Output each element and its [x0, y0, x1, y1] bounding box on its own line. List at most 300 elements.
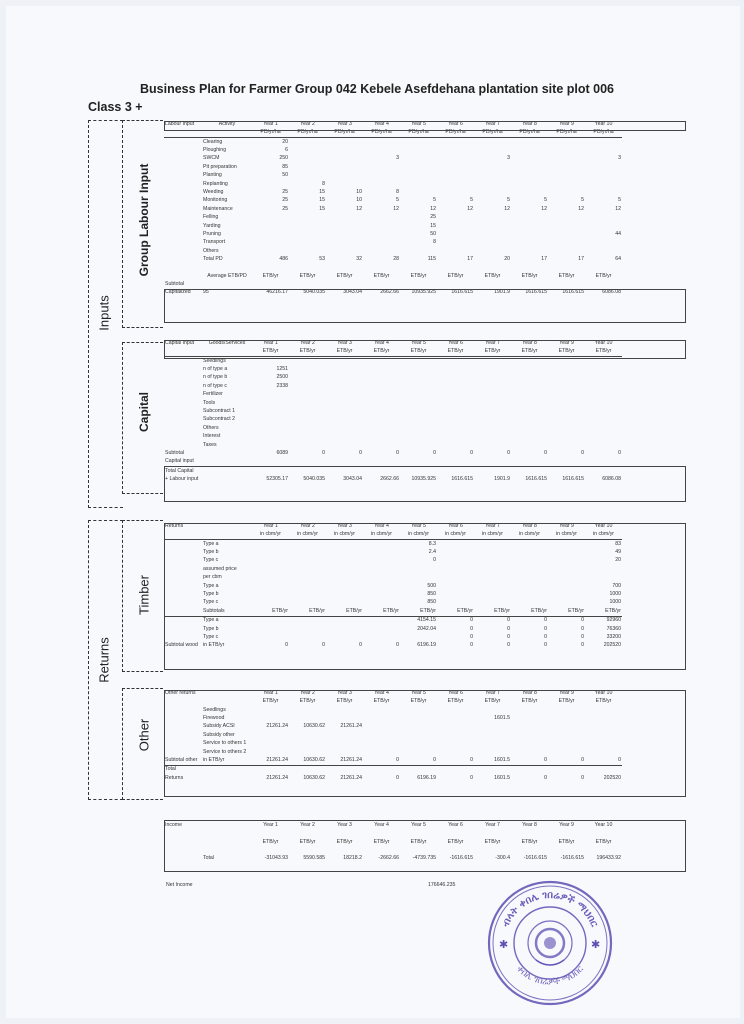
table-cell — [474, 407, 511, 415]
table-cell — [548, 365, 585, 373]
table-cell: Year 2 — [300, 690, 315, 697]
table-cell: 0 — [581, 625, 584, 632]
table-cell: PD/yr/ha — [289, 129, 326, 138]
table-cell: PD/yr/ha — [474, 129, 511, 138]
table-cell: ETB/yr — [447, 698, 464, 705]
table-row — [164, 163, 622, 171]
table-cell: 5 — [507, 197, 510, 204]
table-cell — [511, 374, 548, 382]
table-cell: in cbm/yr — [548, 531, 585, 540]
table-cell: Year 8 — [522, 690, 537, 697]
table-cell — [437, 172, 474, 180]
table-cell: -1616.615 — [523, 855, 547, 862]
table-cell — [437, 374, 474, 382]
table-cell — [511, 247, 548, 255]
table-cell — [252, 399, 289, 407]
table-cell — [548, 146, 585, 154]
table-cell — [585, 222, 622, 230]
table-cell: 0 — [511, 756, 548, 765]
stamp-text: ብላት ቀበሌ ገበሬዎች ማህበር — [500, 889, 600, 929]
table-cell: Year 9 — [559, 340, 574, 347]
table-cell: Year 10 — [594, 523, 613, 530]
table-cell: ETB/yr — [558, 698, 575, 705]
table-row — [164, 197, 622, 205]
table-cell — [164, 382, 202, 390]
table-cell: 21261.24 — [266, 723, 288, 730]
table-cell: 20 — [504, 256, 510, 263]
table-cell — [363, 391, 400, 399]
table-cell: 0 — [544, 633, 547, 640]
table-cell: 46216.17 — [266, 289, 288, 296]
table-cell: 2662.66 — [380, 476, 399, 483]
table-cell: Year 6 — [448, 822, 463, 829]
table-cell: Year 7 — [485, 121, 500, 128]
table-row — [164, 280, 622, 288]
table-cell — [289, 155, 326, 163]
table-cell: ETB/yr — [262, 698, 279, 705]
table-cell: 0 — [470, 617, 473, 624]
table-cell: ETB/yr — [373, 698, 390, 705]
table-cell: 64 — [615, 256, 621, 263]
table-cell: 1000 — [609, 599, 621, 606]
table-cell: 1251 — [276, 365, 288, 372]
table-cell: Activity — [218, 121, 236, 128]
table-cell: 92960 — [606, 617, 621, 624]
table-cell: 2042.04 — [417, 625, 436, 632]
table-cell — [437, 155, 474, 163]
table-cell — [474, 138, 511, 147]
table-cell: 0 — [544, 449, 547, 456]
table-cell — [474, 416, 511, 424]
table-cell — [585, 407, 622, 415]
table-cell: ETB/yr — [299, 838, 316, 845]
table-cell: 15 — [319, 205, 325, 212]
table-cell — [437, 365, 474, 373]
table-cell — [164, 247, 202, 255]
table-cell — [511, 222, 548, 230]
table-cell: 15 — [319, 197, 325, 204]
table-cell: in cbm/yr — [511, 531, 548, 540]
table-cell: PD/yr/ha — [400, 129, 437, 138]
table-cell: 12 — [393, 205, 399, 212]
table-cell — [511, 399, 548, 407]
table-cell: Year 3 — [337, 523, 352, 530]
table-cell: 5 — [581, 197, 584, 204]
table-cell — [400, 416, 437, 424]
table-cell: 17 — [467, 256, 473, 263]
table-cell — [585, 441, 622, 449]
table-cell: Year 5 — [411, 121, 426, 128]
table-cell: ETB/yr — [447, 272, 464, 279]
table-cell — [474, 424, 511, 432]
table-row — [164, 416, 622, 424]
table-cell — [548, 138, 585, 147]
table-cell — [326, 247, 363, 255]
table-cell: Ploughing — [203, 146, 227, 153]
table-cell — [511, 280, 548, 288]
table-row — [164, 188, 622, 196]
table-cell: ETB/yr — [410, 698, 427, 705]
table-cell: 0 — [581, 642, 584, 649]
table-cell — [326, 163, 363, 171]
table-cell: n of type a — [203, 365, 228, 372]
table-cell — [252, 441, 289, 449]
table-cell: ETB/yr — [521, 272, 538, 279]
table-cell — [474, 163, 511, 171]
table-cell — [289, 172, 326, 180]
table-cell: ETB/yr — [548, 348, 585, 357]
table-row — [164, 391, 622, 399]
table-row — [164, 441, 622, 449]
table-cell: 250 — [279, 155, 288, 162]
table-cell: 6 — [285, 146, 288, 153]
table-cell: 0 — [507, 633, 510, 640]
table-cell: 1616.615 — [525, 289, 547, 296]
table-cell — [548, 374, 585, 382]
table-cell — [326, 280, 363, 288]
table-cell: 486 — [279, 256, 288, 263]
table-cell — [474, 214, 511, 222]
table-cell: Year 9 — [559, 523, 574, 530]
table-cell: Year 10 — [594, 690, 613, 697]
table-row — [164, 146, 622, 154]
table-cell: 15 — [430, 222, 436, 229]
table-cell — [548, 433, 585, 441]
table-row — [164, 374, 622, 382]
table-cell — [437, 441, 474, 449]
table-cell: Year 10 — [594, 822, 613, 829]
table-cell: Year 8 — [522, 340, 537, 347]
table-cell: ETB/yr — [558, 272, 575, 279]
table-cell — [164, 197, 202, 205]
table-cell: Returns — [165, 523, 184, 530]
table-cell: Year 3 — [337, 822, 352, 829]
table-cell — [511, 155, 548, 163]
table-cell: 0 — [396, 642, 399, 649]
table-cell: 3 — [396, 155, 399, 162]
table-cell: ETB/yr — [484, 272, 501, 279]
table-cell — [164, 230, 202, 238]
table-cell: 10935.925 — [411, 476, 436, 483]
table-cell: ETB/yr — [336, 698, 353, 705]
table-cell — [326, 382, 363, 390]
table-cell: ETB/yr — [299, 272, 316, 279]
table-cell — [437, 180, 474, 188]
table-cell — [164, 365, 202, 373]
table-cell: ETB/yr — [437, 348, 474, 357]
table-cell: Service to others 1 — [203, 740, 247, 747]
table-cell — [326, 424, 363, 432]
other-frame — [164, 690, 686, 797]
table-row — [164, 272, 622, 280]
table-cell: 0 — [322, 449, 325, 456]
table-cell: Returns — [165, 774, 184, 781]
page-title: Business Plan for Farmer Group 042 Kebele Asefdehana plantation site plot 006 — [140, 82, 614, 96]
table-cell — [289, 163, 326, 171]
table-cell: Subcontract 2 — [203, 416, 236, 423]
table-cell: ETB/yr — [410, 272, 427, 279]
table-cell: 1601.5 — [474, 756, 511, 765]
timber-label: Timber — [136, 575, 152, 615]
table-cell — [252, 180, 289, 188]
table-cell — [474, 374, 511, 382]
table-cell: 21261.24 — [326, 756, 363, 765]
table-cell — [164, 138, 202, 147]
labour-subtotal-frame — [164, 289, 686, 323]
table-cell: Year 6 — [448, 523, 463, 530]
table-cell: Capital Input — [165, 340, 195, 347]
table-cell — [511, 365, 548, 373]
table-cell — [164, 222, 202, 230]
table-cell — [400, 188, 437, 196]
table-cell — [437, 247, 474, 255]
table-cell — [363, 365, 400, 373]
table-cell — [363, 247, 400, 255]
table-cell: 0 — [285, 642, 288, 649]
table-cell: ETB/yr — [521, 698, 538, 705]
table-cell: SWCM — [203, 155, 220, 162]
table-cell: 0 — [581, 633, 584, 640]
capital-input-table — [164, 340, 622, 484]
table-cell: Subsidy other — [203, 731, 235, 738]
table-cell: Total — [203, 855, 214, 862]
table-cell: 1000 — [609, 590, 621, 597]
table-cell: 3 — [507, 155, 510, 162]
table-cell: 6196.19 — [417, 642, 436, 649]
table-cell — [400, 424, 437, 432]
table-cell: 21261.24 — [340, 723, 362, 730]
table-cell — [548, 188, 585, 196]
table-cell — [363, 407, 400, 415]
table-cell: 10630.62 — [289, 756, 326, 765]
table-cell — [474, 365, 511, 373]
table-cell: Goods/Services — [208, 340, 246, 347]
table-cell: 202520 — [603, 642, 621, 649]
table-cell — [548, 214, 585, 222]
table-cell — [437, 188, 474, 196]
table-cell: Total PD — [203, 256, 223, 263]
table-cell: Others — [203, 424, 219, 431]
svg-text:ብላት ቀበሌ ገበሬዎች ማህበር — [500, 890, 599, 929]
table-cell: Type a — [203, 582, 219, 589]
table-cell: 83 — [615, 540, 621, 547]
table-cell: 0 — [507, 449, 510, 456]
table-cell — [164, 407, 202, 415]
table-cell — [548, 416, 585, 424]
table-cell — [400, 399, 437, 407]
table-cell: 5040.035 — [303, 289, 325, 296]
table-cell — [437, 382, 474, 390]
table-cell — [326, 146, 363, 154]
table-cell: 0 — [433, 557, 436, 564]
table-cell — [585, 399, 622, 407]
table-cell — [326, 180, 363, 188]
table-cell: Planting — [203, 172, 222, 179]
table-cell: -1616.615 — [449, 855, 473, 862]
table-cell: Year 5 — [411, 340, 426, 347]
table-cell — [363, 214, 400, 222]
table-cell — [437, 280, 474, 288]
capital-label: Capital — [137, 391, 151, 433]
table-cell — [326, 441, 363, 449]
net-income-label: Net Income — [166, 882, 193, 888]
table-cell — [511, 433, 548, 441]
table-cell — [511, 424, 548, 432]
table-cell — [548, 424, 585, 432]
capital-header-frame — [164, 340, 686, 359]
table-cell — [363, 163, 400, 171]
table-cell — [363, 180, 400, 188]
table-cell: 850 — [427, 590, 436, 597]
table-cell — [437, 433, 474, 441]
table-cell — [326, 374, 363, 382]
table-cell: in cbm/yr — [474, 531, 511, 540]
official-stamp — [485, 878, 615, 1008]
table-cell: 10630.62 — [303, 774, 325, 781]
table-cell: 0 — [437, 756, 474, 765]
table-row — [164, 230, 622, 238]
table-cell — [474, 188, 511, 196]
table-cell: 8 — [433, 239, 436, 246]
table-cell — [511, 239, 548, 247]
table-cell — [437, 416, 474, 424]
table-cell — [164, 188, 202, 196]
table-cell — [164, 163, 202, 171]
table-cell: 5 — [618, 197, 621, 204]
table-cell: in ETB/yr — [203, 642, 225, 649]
table-cell — [548, 441, 585, 449]
table-cell — [474, 222, 511, 230]
table-cell: 0 — [396, 449, 399, 456]
table-cell — [474, 391, 511, 399]
table-cell — [437, 138, 474, 147]
table-cell — [252, 239, 289, 247]
table-cell — [164, 424, 202, 432]
table-row — [164, 205, 622, 213]
table-cell — [252, 247, 289, 255]
table-cell — [585, 433, 622, 441]
table-cell: Seedlings — [203, 357, 226, 364]
table-cell: 25 — [282, 188, 288, 195]
table-cell: 5590.585 — [303, 855, 325, 862]
table-cell — [289, 264, 326, 272]
table-cell: Year 8 — [522, 822, 537, 829]
table-cell — [474, 441, 511, 449]
table-cell: Year 2 — [300, 822, 315, 829]
table-cell — [585, 391, 622, 399]
table-cell: Year 4 — [374, 121, 389, 128]
table-cell: 0 — [322, 642, 325, 649]
table-cell: 12 — [615, 205, 621, 212]
table-row — [164, 264, 622, 272]
table-cell — [585, 146, 622, 154]
class-label: Class 3 + — [88, 100, 143, 114]
table-cell: 1601.5 — [494, 774, 510, 781]
table-cell: Year 3 — [337, 690, 352, 697]
table-cell: 1616.615 — [451, 476, 473, 483]
table-cell — [326, 155, 363, 163]
table-cell: 0 — [544, 617, 547, 624]
table-cell: 0 — [544, 774, 547, 781]
timber-frame — [164, 523, 686, 670]
table-cell: Year 4 — [374, 822, 389, 829]
table-cell: in cbm/yr — [289, 531, 326, 540]
table-cell: ETB/yr — [373, 272, 390, 279]
table-cell — [437, 214, 474, 222]
table-cell — [400, 180, 437, 188]
table-cell: Type b — [203, 548, 219, 555]
table-cell — [548, 247, 585, 255]
table-cell — [202, 449, 252, 457]
table-cell: 0 — [544, 625, 547, 632]
table-cell — [474, 230, 511, 238]
table-cell: 2.4 — [428, 548, 436, 555]
table-cell — [437, 424, 474, 432]
table-cell: Year 7 — [485, 822, 500, 829]
svg-text:✱: ✱ — [499, 938, 509, 951]
table-cell: Others — [203, 247, 219, 254]
table-cell: ETB/yr — [299, 698, 316, 705]
table-cell: Year 9 — [559, 690, 574, 697]
table-cell: 0 — [363, 756, 400, 765]
table-cell — [511, 214, 548, 222]
table-cell — [585, 365, 622, 373]
table-cell: Year 7 — [485, 340, 500, 347]
table-cell — [585, 374, 622, 382]
table-cell — [585, 188, 622, 196]
table-cell — [400, 163, 437, 171]
table-cell — [400, 146, 437, 154]
table-cell: PD/yr/ha — [326, 129, 363, 138]
table-cell: in ETB/yr — [202, 756, 252, 765]
table-cell: 0 — [507, 617, 510, 624]
table-cell — [511, 188, 548, 196]
table-cell — [511, 163, 548, 171]
table-cell: ETB/yr — [595, 272, 612, 279]
table-cell: 0 — [396, 774, 399, 781]
table-cell: + Labour input — [165, 476, 199, 483]
table-cell — [511, 172, 548, 180]
table-cell: ETB/yr — [474, 348, 511, 357]
table-row — [164, 255, 622, 263]
table-cell: Type c — [203, 633, 219, 640]
table-cell — [363, 172, 400, 180]
table-cell — [289, 280, 326, 288]
table-cell: Capitalized — [165, 289, 191, 296]
table-cell: ETB/yr — [511, 348, 548, 357]
table-cell: 5 — [544, 197, 547, 204]
table-cell — [400, 365, 437, 373]
table-cell: Pit preparation — [203, 163, 237, 170]
table-cell — [326, 264, 363, 272]
table-cell — [363, 433, 400, 441]
table-cell — [363, 138, 400, 147]
table-cell: ETB/yr — [437, 607, 474, 616]
table-cell: Year 10 — [594, 121, 613, 128]
table-cell: 0 — [470, 633, 473, 640]
table-cell: 5040.035 — [303, 476, 325, 483]
table-cell: ETB/yr — [484, 838, 501, 845]
table-cell — [511, 441, 548, 449]
table-cell: ETB/yr — [474, 607, 511, 616]
table-cell: -300.4 — [495, 855, 510, 862]
table-cell: 0 — [544, 642, 547, 649]
table-cell — [164, 172, 202, 180]
net-income-value: 176646.235 — [428, 882, 456, 888]
income-frame — [164, 820, 686, 872]
table-cell: Type a — [203, 540, 219, 547]
table-cell: 12 — [504, 205, 510, 212]
